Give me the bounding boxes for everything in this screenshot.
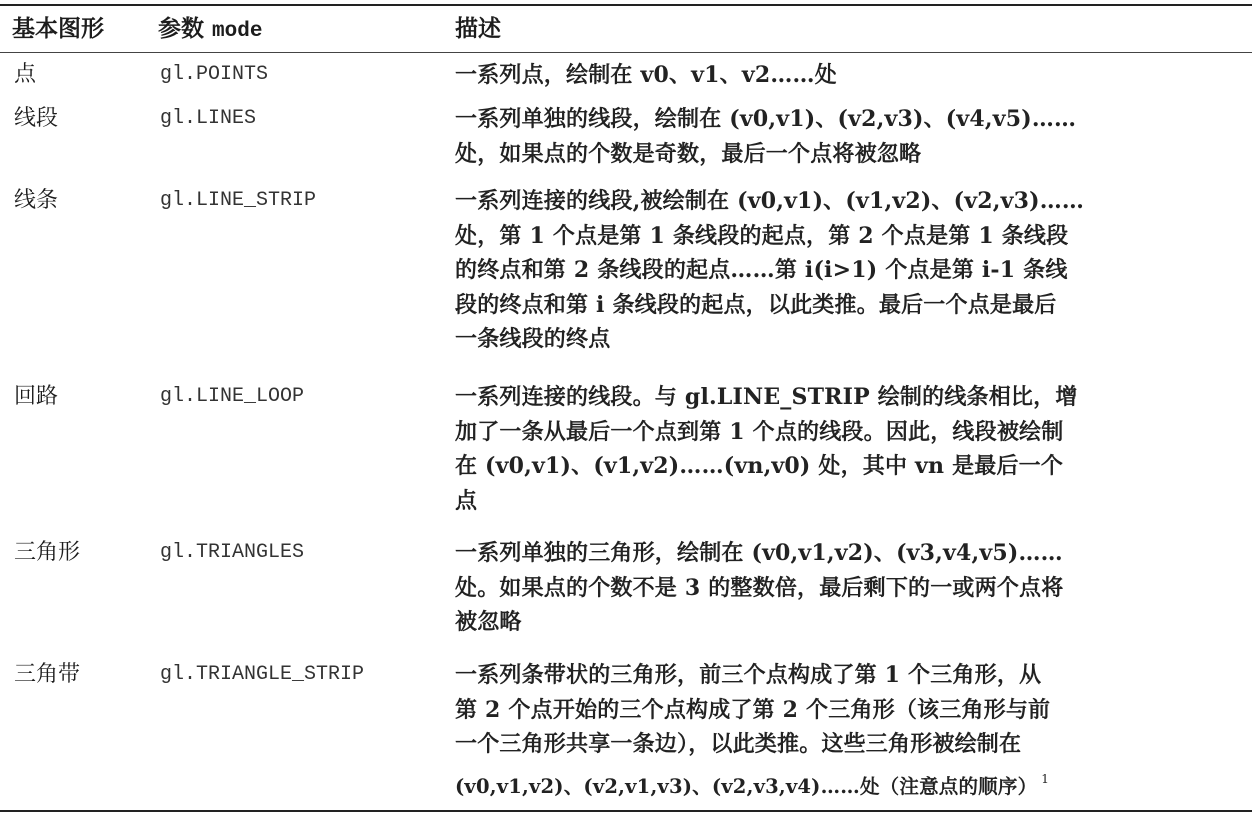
header-mode bbox=[158, 14, 262, 47]
table-bottom-rule bbox=[0, 810, 1252, 812]
desc-line: 一系列连接的线段。与 gl.LINE_STRIP 绘制的线条相比，增 bbox=[455, 384, 1078, 410]
table-header-rule bbox=[0, 52, 1252, 53]
desc-line: 一条线段的终点 bbox=[455, 326, 611, 352]
row-mode: gl.LINE_STRIP bbox=[160, 189, 317, 212]
footnote-marker: 1 bbox=[1041, 771, 1050, 786]
row-shape: 点 bbox=[14, 62, 37, 87]
desc-line: 一个三角形共享一条边），以此类推。这些三角形被绘制在 bbox=[455, 731, 1022, 757]
row-desc bbox=[455, 658, 1240, 804]
row-desc bbox=[455, 536, 1240, 640]
desc-line: 一系列单独的三角形，绘制在 (v0,v1,v2)、(v3,v4,v5)…… bbox=[455, 540, 1063, 566]
row-desc bbox=[455, 58, 1240, 93]
desc-line-text: (v0,v1,v2)、(v2,v1,v3)、(v2,v3,v4)……处（注意点的顺序） bbox=[455, 774, 1038, 798]
row-shape: 线段 bbox=[14, 106, 59, 131]
row-mode: gl.LINE_LOOP bbox=[160, 385, 305, 408]
desc-line: 段的终点和第 i 条线段的起点，以此类推。最后一个点是最后 bbox=[455, 291, 1057, 318]
header-desc: 描述 bbox=[455, 16, 501, 42]
header-mode-prefix: 参数 bbox=[158, 16, 204, 42]
row-mode: gl.TRIANGLE_STRIP bbox=[160, 663, 365, 686]
row-shape: 三角带 bbox=[14, 662, 81, 687]
row-shape: 线条 bbox=[14, 188, 59, 213]
row-shape: 三角形 bbox=[14, 540, 81, 565]
desc-line: 处，如果点的个数是奇数，最后一个点将被忽略 bbox=[455, 140, 922, 167]
desc-line: 一系列点，绘制在 v0、v1、v2……处 bbox=[455, 62, 837, 88]
row-desc bbox=[455, 380, 1240, 518]
header-shape: 基本图形 bbox=[12, 16, 104, 42]
desc-line: 一系列条带状的三角形，前三个点构成了第 1 个三角形，从 bbox=[455, 662, 1042, 688]
desc-line: 一系列连接的线段,被绘制在 (v0,v1)、(v1,v2)、(v2,v3)…… bbox=[455, 188, 1085, 214]
row-mode: gl.TRIANGLES bbox=[160, 541, 305, 564]
desc-line: 处。如果点的个数不是 3 的整数倍，最后剩下的一或两个点将 bbox=[455, 574, 1064, 601]
row-mode: gl.LINES bbox=[160, 107, 257, 130]
row-shape: 回路 bbox=[14, 384, 59, 409]
desc-line: 加了一条从最后一个点到第 1 个点的线段。因此，线段被绘制 bbox=[455, 418, 1064, 445]
desc-line: 点 bbox=[455, 487, 478, 514]
row-desc bbox=[455, 184, 1240, 357]
desc-line: 一系列单独的线段，绘制在 (v0,v1)、(v2,v3)、(v4,v5)…… bbox=[455, 106, 1077, 132]
desc-line: 第 2 个点开始的三个点构成了第 2 个三角形（该三角形与前 bbox=[455, 696, 1051, 723]
row-mode: gl.POINTS bbox=[160, 63, 269, 86]
header-mode-code: mode bbox=[212, 20, 263, 43]
desc-line: 的终点和第 2 条线段的起点……第 i(i>1) 个点是第 i-1 条线 bbox=[455, 257, 1068, 283]
table-top-rule bbox=[0, 4, 1252, 6]
row-desc bbox=[455, 102, 1240, 171]
desc-line: 在 (v0,v1)、(v1,v2)……(vn,v0) 处，其中 vn 是最后一个 bbox=[455, 453, 1064, 479]
desc-line: 被忽略 bbox=[455, 609, 522, 635]
desc-line: 处，第 1 个点是第 1 条线段的起点，第 2 个点是第 1 条线段 bbox=[455, 222, 1069, 249]
desc-line-last bbox=[455, 762, 1240, 805]
